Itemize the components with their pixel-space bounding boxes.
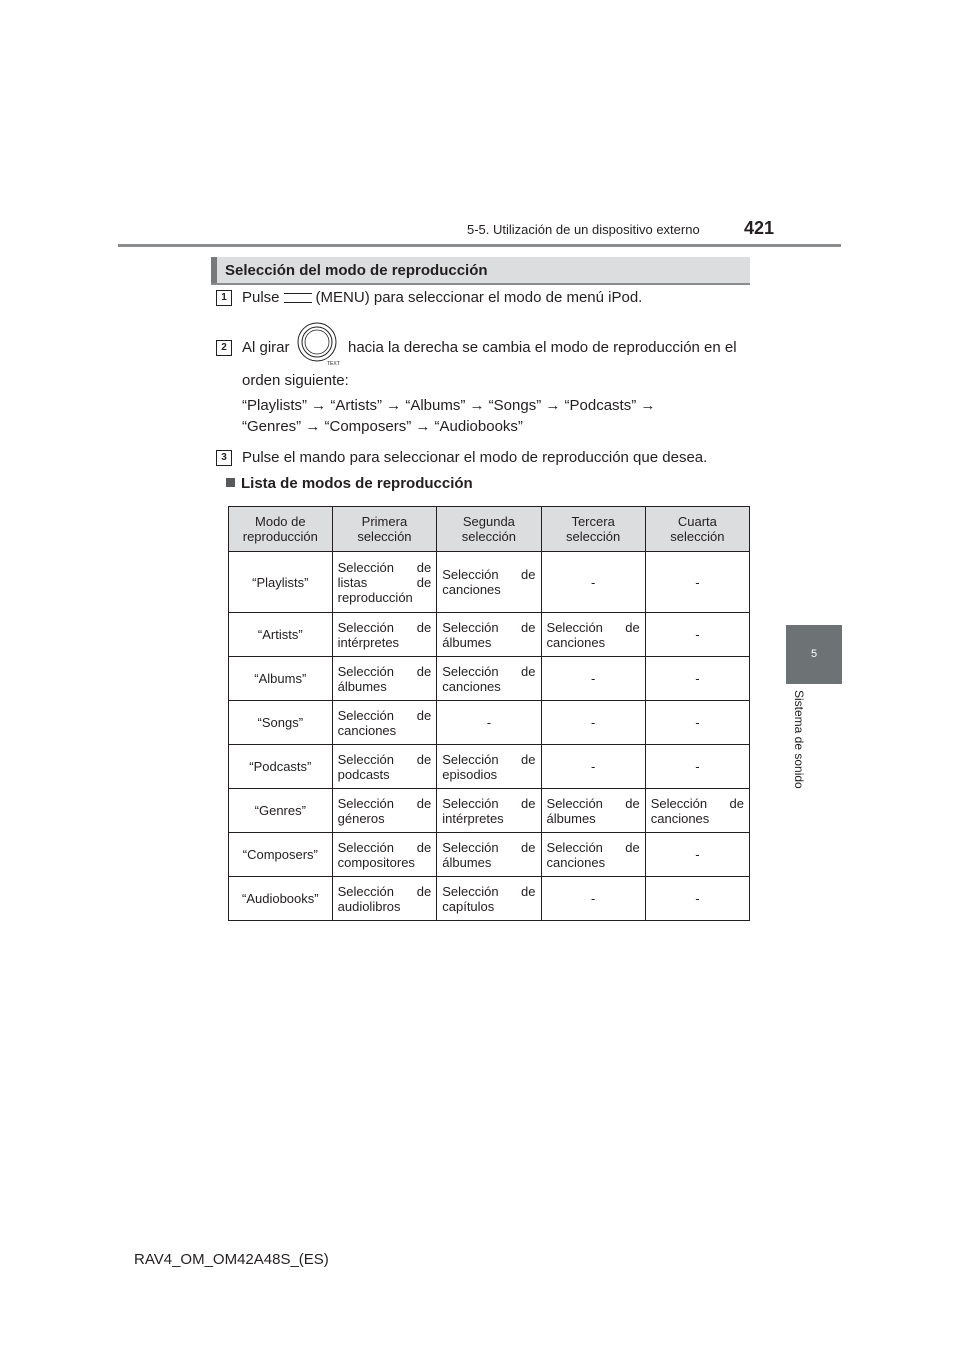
- header-section-title: 5-5. Utilización de un dispositivo externo: [467, 222, 700, 237]
- modes-table: [228, 506, 750, 921]
- table-cell: -: [541, 657, 645, 701]
- subsection-title: Lista de modos de reproducción: [241, 475, 473, 492]
- section-heading-bar: [211, 257, 750, 285]
- table-row: [229, 833, 750, 877]
- table-header: Segunda selección: [437, 507, 541, 552]
- table-header: Tercera selección: [541, 507, 645, 552]
- table-cell: “Playlists”: [229, 552, 333, 613]
- table-cell: -: [541, 745, 645, 789]
- table-cell: “Albums”: [229, 657, 333, 701]
- table-row: [229, 877, 750, 921]
- table-cell: Selección de géneros: [332, 789, 437, 833]
- table-row: [229, 701, 750, 745]
- page-number: 421: [744, 218, 775, 238]
- table-row: [229, 745, 750, 789]
- table-cell: -: [645, 833, 749, 877]
- step-1-after: (MENU) para seleccionar el modo de menú iPod.: [315, 289, 643, 306]
- table-header: Modo de reproducción: [229, 507, 333, 552]
- table-cell: Selección de capítulos: [437, 877, 541, 921]
- table-cell: Selección de intérpretes: [332, 613, 437, 657]
- table-cell: Selección de audiolibros: [332, 877, 437, 921]
- table-cell: Selección de álbumes: [437, 833, 541, 877]
- header-rule: [118, 244, 841, 247]
- table-cell: “Songs”: [229, 701, 333, 745]
- step-2-line2: orden siguiente:: [242, 372, 349, 389]
- table-header: Primera selección: [332, 507, 437, 552]
- table-cell: -: [645, 552, 749, 613]
- chapter-title: Sistema de sonido: [792, 690, 806, 789]
- table-cell: -: [645, 613, 749, 657]
- tune-knob-icon: [297, 322, 341, 366]
- step-2-after: hacia la derecha se cambia el modo de reproducción en el: [348, 339, 737, 356]
- table-cell: Selección de intérpretes: [437, 789, 541, 833]
- table-cell: “Composers”: [229, 833, 333, 877]
- table-cell: Selección de canciones: [541, 833, 645, 877]
- table-cell: -: [541, 877, 645, 921]
- table-row: [229, 789, 750, 833]
- step-1-number: 1: [216, 290, 232, 306]
- table-header: Cuarta selección: [645, 507, 749, 552]
- menu-button-icon: [284, 293, 312, 303]
- chapter-tab: [786, 625, 842, 684]
- table-row: [229, 552, 750, 613]
- table-cell: “Genres”: [229, 789, 333, 833]
- table-cell: Selección de listas de reproducción: [332, 552, 437, 613]
- table-cell: -: [541, 552, 645, 613]
- step-2-before: Al girar: [242, 339, 290, 356]
- square-bullet-icon: [226, 478, 235, 487]
- table-cell: Selección de canciones: [437, 552, 541, 613]
- section-heading-marker: [211, 257, 217, 283]
- step-3-number: 3: [216, 450, 232, 466]
- table-cell: Selección de canciones: [645, 789, 749, 833]
- table-cell: -: [645, 657, 749, 701]
- table-cell: “Audiobooks”: [229, 877, 333, 921]
- step-1-before: Pulse: [242, 289, 280, 306]
- table-header-row: [229, 507, 750, 552]
- table-cell: Selección de canciones: [541, 613, 645, 657]
- footer-code: RAV4_OM_OM42A48S_(ES): [134, 1251, 329, 1268]
- table-cell: Selección de álbumes: [437, 613, 541, 657]
- step-3-text: Pulse el mando para seleccionar el modo de reproducción que desea.: [242, 449, 708, 466]
- table-cell: Selección de álbumes: [332, 657, 437, 701]
- table-cell: -: [645, 701, 749, 745]
- table-cell: Selección de canciones: [332, 701, 437, 745]
- table-cell: Selección de álbumes: [541, 789, 645, 833]
- table-row: [229, 657, 750, 701]
- table-cell: -: [645, 877, 749, 921]
- table-cell: Selección de canciones: [437, 657, 541, 701]
- step-1-text: [242, 289, 642, 306]
- table-cell: “Artists”: [229, 613, 333, 657]
- knob-label: TEXT: [327, 361, 340, 366]
- table-cell: Selección de podcasts: [332, 745, 437, 789]
- section-heading: Selección del modo de reproducción: [225, 262, 488, 279]
- table-cell: Selección de episodios: [437, 745, 541, 789]
- table-cell: -: [645, 745, 749, 789]
- sequence-line-1: “Playlists” → “Artists” → “Albums” → “Songs” → “Podcasts” →: [242, 397, 656, 414]
- table-cell: -: [541, 701, 645, 745]
- table-row: [229, 613, 750, 657]
- sequence-line-2: “Genres” → “Composers” → “Audiobooks”: [242, 418, 523, 435]
- table-cell: -: [437, 701, 541, 745]
- chapter-number: 5: [810, 648, 818, 660]
- step-2-number: 2: [216, 340, 232, 356]
- subsection-heading: [226, 475, 473, 492]
- table-cell: Selección de compositores: [332, 833, 437, 877]
- table-cell: “Podcasts”: [229, 745, 333, 789]
